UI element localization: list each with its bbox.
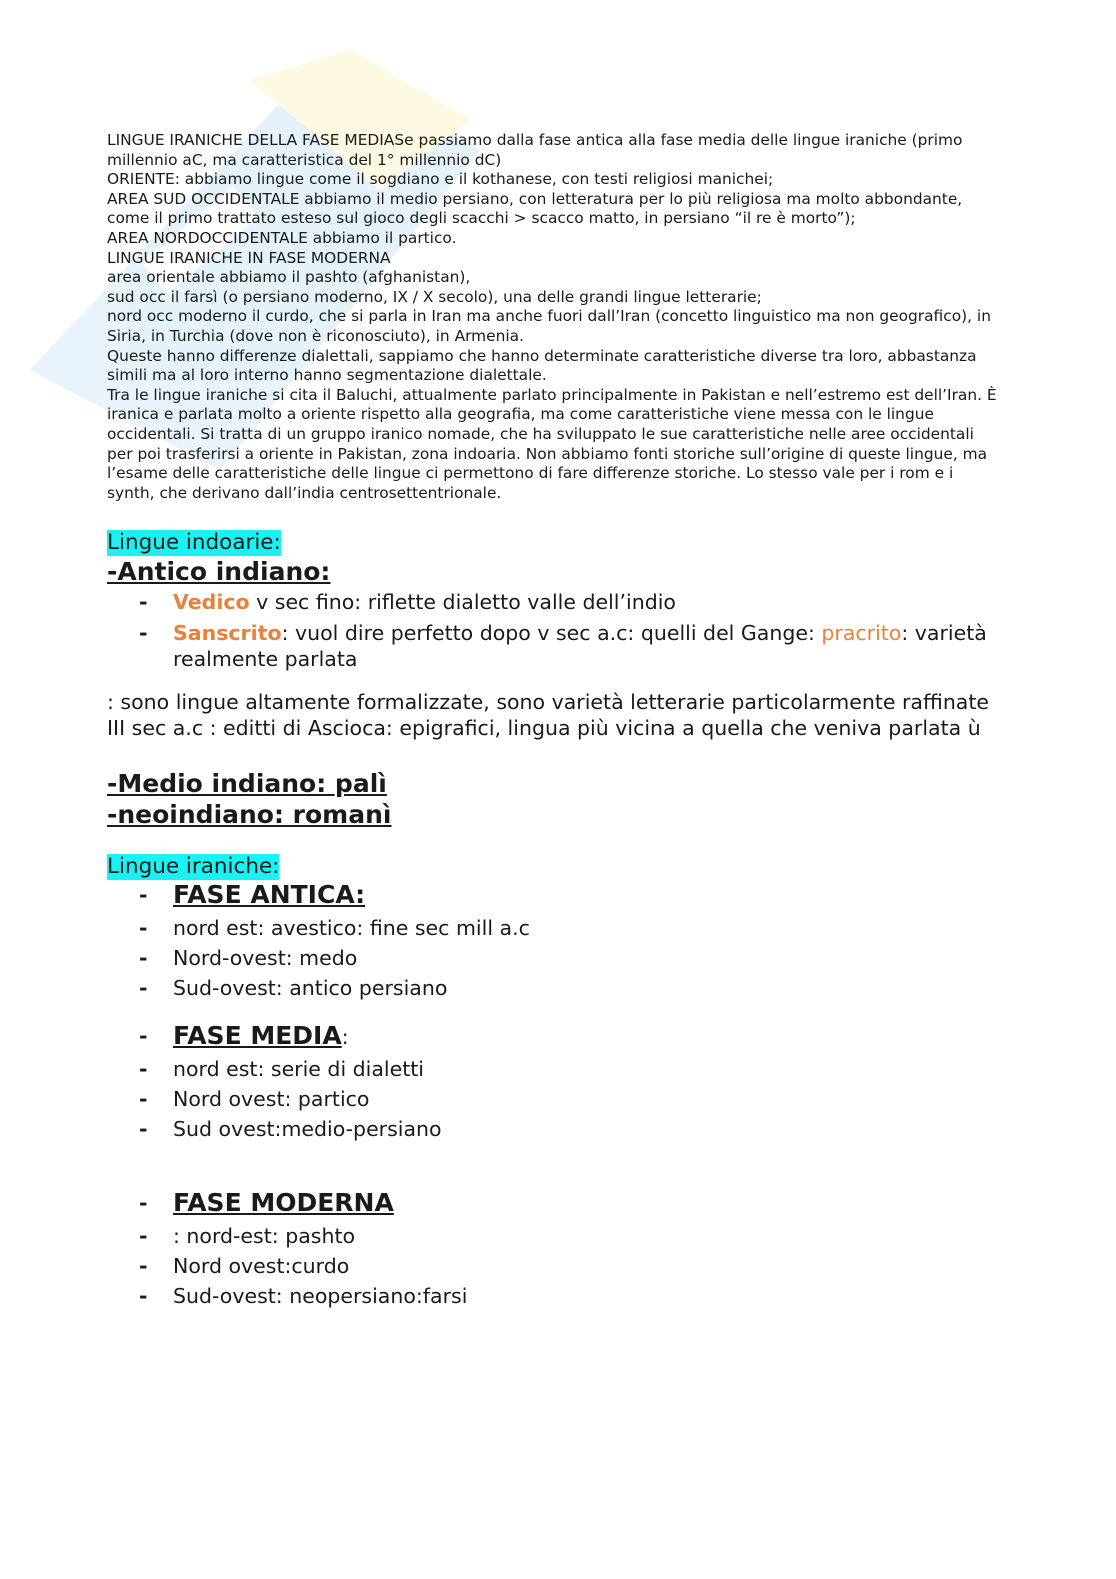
formalizzate-paragraph: : sono lingue altamente formalizzate, sono varietà letterarie particolarmente raffinate — [107, 690, 990, 715]
dash-bullet: - — [139, 1191, 148, 1216]
list-item — [107, 945, 997, 971]
list-item — [107, 589, 997, 615]
dash-bullet: - — [139, 1117, 148, 1142]
dash-bullet: - — [139, 1284, 148, 1309]
list-item-text: nord est: serie di dialetti — [173, 1057, 425, 1082]
list-item-text: Nord-ovest: medo — [173, 946, 358, 971]
list-item — [107, 1283, 997, 1309]
intro-line: area orientale abbiamo il pashto (afghanistan), — [107, 268, 471, 287]
dash-bullet: - — [139, 1057, 148, 1082]
list-item — [107, 1056, 997, 1082]
fase-antica-list — [107, 880, 997, 1001]
list-item-text: Sud-ovest: neopersiano:farsi — [173, 1284, 468, 1309]
list-item — [107, 975, 997, 1001]
sanscrito-term: Sanscrito — [173, 621, 282, 646]
list-item-text: Sud-ovest: antico persiano — [173, 976, 448, 1001]
list-item-text: Sud ovest:medio-persiano — [173, 1117, 442, 1142]
dash-bullet: - — [139, 590, 148, 615]
dash-bullet: - — [139, 1024, 148, 1049]
pracrito-text: : varietà realmente parlata — [173, 621, 987, 672]
list-item — [107, 1021, 997, 1052]
list-item — [107, 1116, 997, 1142]
pracrito-term: pracrito — [821, 621, 902, 646]
list-item-text: Nord ovest: partico — [173, 1087, 370, 1112]
list-item-text: Nord ovest:curdo — [173, 1254, 350, 1279]
ascioca-paragraph: III sec a.c : editti di Ascioca: epigrafici, lingua più vicina a quella che veniva parlata ù — [107, 716, 981, 741]
sanscrito-text: : vuol dire perfetto dopo v sec a.c: quelli del Gange: — [281, 621, 822, 646]
intro-line: LINGUE IRANICHE DELLA FASE MEDIASe passiamo dalla fase antica alla fase media delle lingue iraniche (primo millennio aC, ma caratteristica del 1° millennio dC) — [107, 131, 963, 169]
document-body — [107, 131, 997, 1309]
list-item-text: : nord-est: pashto — [173, 1224, 356, 1249]
intro-line: AREA NORDOCCIDENTALE abbiamo il partico. — [107, 228, 457, 247]
vedico-term: Vedico — [173, 590, 250, 615]
intro-line: sud occ il farsì (o persiano moderno, IX / X secolo), una delle grandi lingue letterarie; — [107, 287, 762, 306]
list-item — [107, 1188, 997, 1219]
dash-bullet: - — [139, 1224, 148, 1249]
fase-media-title: FASE MEDIA — [173, 1021, 342, 1051]
list-item — [107, 1086, 997, 1112]
antico-indiano-title: -Antico indiano: — [107, 557, 331, 587]
dash-bullet: - — [139, 621, 148, 646]
fase-moderna-list — [107, 1188, 997, 1309]
antico-indiano-list — [107, 589, 997, 672]
neoindiano-title: -neoindiano: romanì — [107, 800, 392, 830]
list-item — [107, 620, 997, 672]
fase-antica-title: FASE ANTICA: — [173, 880, 366, 910]
dash-bullet: - — [139, 946, 148, 971]
fase-media-colon: : — [341, 1025, 349, 1050]
vedico-text: v sec fino: riflette dialetto valle dell’indio — [249, 590, 676, 615]
intro-line: Queste hanno differenze dialettali, sappiamo che hanno determinate caratteristiche diverse tra loro, abbastanza simili ma al loro interno hanno segmentazione dialettale. — [107, 346, 977, 385]
intro-line: Tra le lingue iraniche si cita il Baluchi, attualmente parlato principalmente in Pakistan e nell’estremo est dell’Iran. È iranica e parlata molto a oriente rispetto alla geografia, ma come caratteristiche viene messa con le lingue occidentali. Si tratta di un gruppo iranico nomade, che ha sviluppato le sue caratteristiche nelle aree occidentali per poi trasferirsi a oriente in Pakistan, zona indoaria. Non abbiamo fonti storiche sull’origine di queste lingue, ma l’esame delle caratteristiche delle lingue ci permettono di fare differenze storiche. Lo stesso vale per i rom e i synth, che derivano dall’india centrosettentrionale. — [107, 385, 997, 502]
intro-line: LINGUE IRANICHE IN FASE MODERNA — [107, 248, 391, 267]
list-item — [107, 915, 997, 941]
intro-line: AREA SUD OCCIDENTALE abbiamo il medio persiano, con letteratura per lo più religiosa ma molto abbondante, come il primo trattato esteso sul gioco degli scacchi > scacco matto, in persiano “il re è morto”); — [107, 189, 963, 228]
dash-bullet: - — [139, 883, 148, 908]
indoarie-heading: Lingue indoarie: — [107, 530, 281, 556]
dash-bullet: - — [139, 1087, 148, 1112]
dash-bullet: - — [139, 976, 148, 1001]
dash-bullet: - — [139, 1254, 148, 1279]
list-item-text: nord est: avestico: fine sec mill a.c — [173, 916, 530, 941]
fase-media-list — [107, 1021, 997, 1142]
fase-moderna-title: FASE MODERNA — [173, 1188, 394, 1218]
medio-indiano-title: -Medio indiano: palì — [107, 769, 387, 799]
intro-notes — [107, 131, 997, 503]
list-item — [107, 1253, 997, 1279]
indoarie-section — [107, 530, 997, 830]
dash-bullet: - — [139, 916, 148, 941]
list-item — [107, 880, 997, 911]
list-item — [107, 1223, 997, 1249]
iraniche-heading: Lingue iraniche: — [107, 854, 280, 880]
intro-line: nord occ moderno il curdo, che si parla in Iran ma anche fuori dall’Iran (concetto linguistico ma non geografico), in Siria, in Turchia (dove non è riconosciuto), in Armenia. — [107, 307, 991, 345]
intro-line: ORIENTE: abbiamo lingue come il sogdiano e il kothanese, con testi religiosi manichei; — [107, 170, 774, 189]
iraniche-section — [107, 854, 997, 1309]
